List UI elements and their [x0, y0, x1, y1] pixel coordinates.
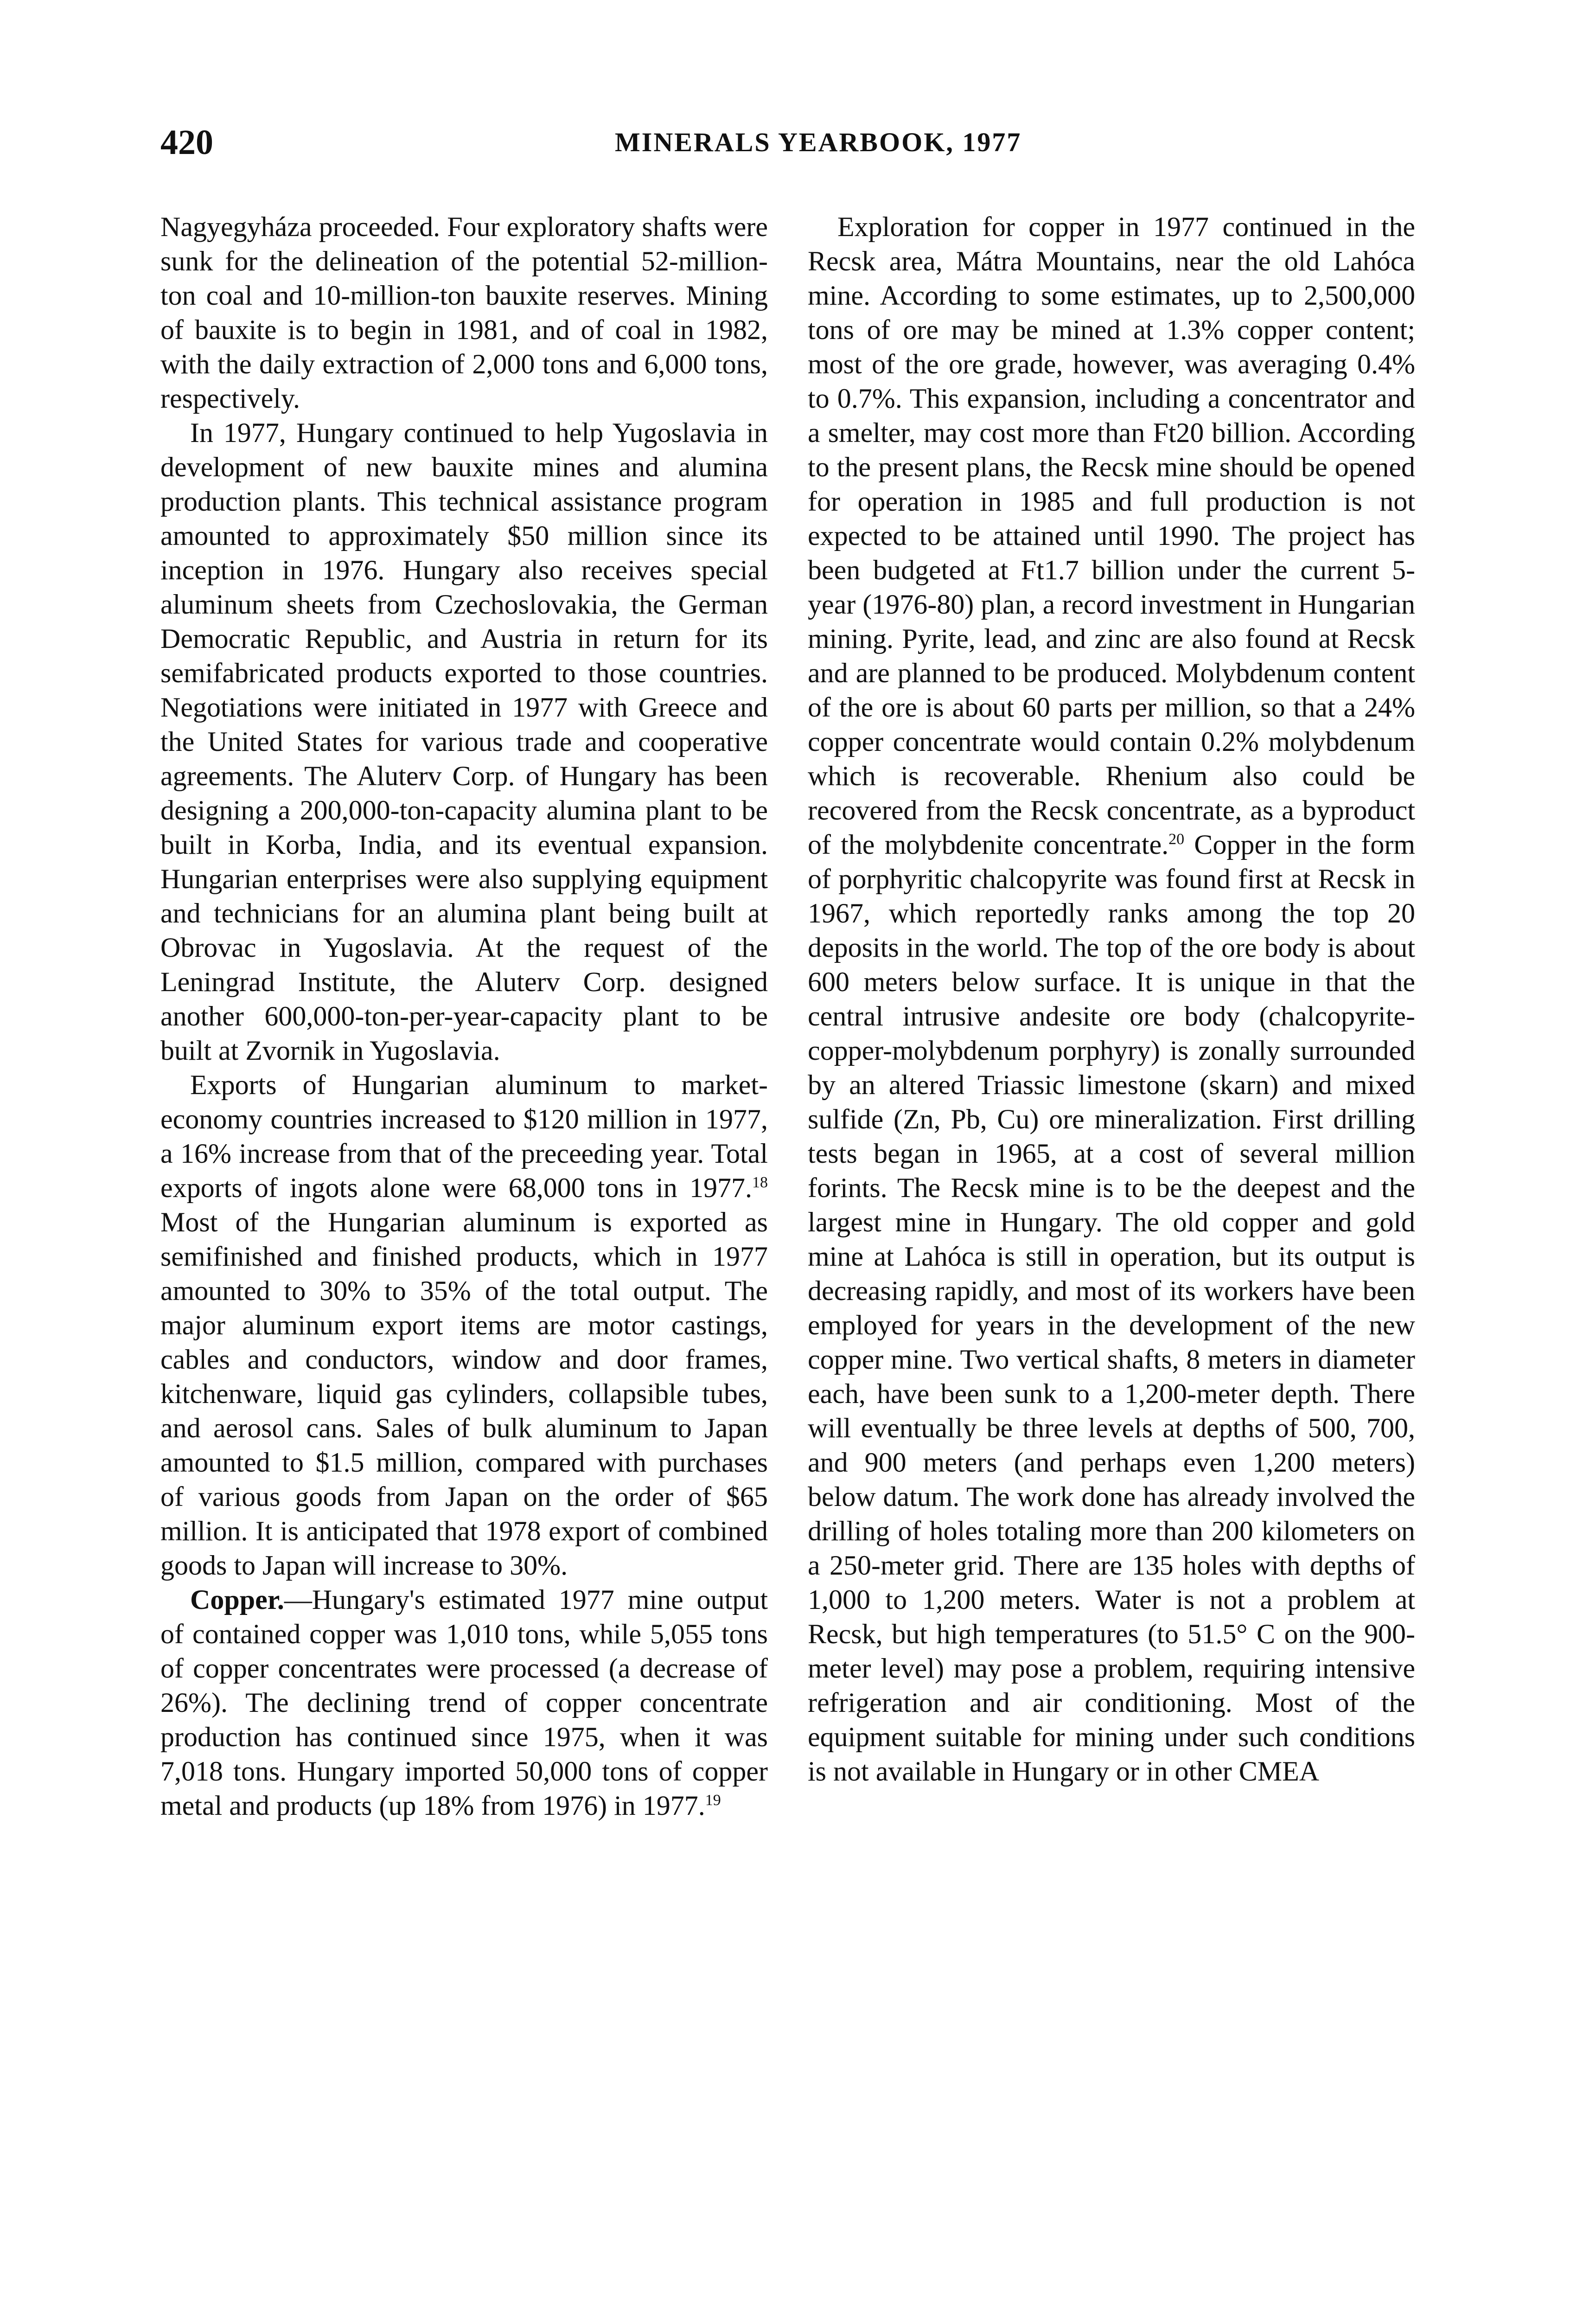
paragraph — [160, 1582, 768, 1823]
paragraph-text: Nagyegyháza proceeded. Four exploratory shafts were sunk for the delineation of the potential 52-million-ton coal and 10-million-ton bauxite reserves. Mining of bauxite is to begin in 1981, and of coal in 1982, with the daily extraction of 2,000 tons and 6,000 tons, respectively. — [160, 211, 768, 414]
right-column — [808, 210, 1415, 1788]
paragraph-text: Exports of Hungarian aluminum to market-economy countries increased to $120 million in 1977, a 16% increase from that of the preceeding year. Total exports of ingots alone were 68,000 tons in 1977. — [160, 1070, 768, 1203]
paragraph-text: Copper in the form of porphyritic chalcopyrite was found first at Recsk in 1967, which reportedly ranks among the top 20 deposits in the world. The top of the ore body is about 600 meters below surface. It is unique in that the central intrusive andesite ore body (chalcopyrite-copper-molybdenum porphyry) is zonally surrounded by an altered Triassic limestone (skarn) and mixed sulfide (Zn, Pb, Cu) ore mineralization. First drilling tests began in 1965, at a cost of several million forints. The Recsk mine is to be the deepest and the largest mine in Hungary. The old copper and gold mine at Lahóca is still in operation, but its output is decreasing rapidly, and most of its workers have been employed for years in the development of the new copper mine. Two vertical shafts, 8 meters in diameter each, have been sunk to a 1,200-meter depth. There will eventually be three levels at depths of 500, 700, and 900 meters (and perhaps even 1,200 meters) below datum. The work done has already involved the drilling of holes totaling more than 200 kilometers on a 250-meter grid. There are 135 holes with depths of 1,000 to 1,200 meters. Water is not a problem at Recsk, but high temperatures (to 51.5° C on the 900-meter level) may pose a problem, requiring intensive refrigeration and air conditioning. Most of the equipment suitable for mining under such conditions is not available in Hungary or in other CMEA — [808, 829, 1415, 1787]
paragraph-text: Exploration for copper in 1977 continued in the Recsk area, Mátra Mountains, near the old Lahóca mine. According to some estimates, up to 2,500,000 tons of ore may be mined at 1.3% copper content; most of the ore grade, however, was averaging 0.4% to 0.7%. This expansion, including a concentrator and a smelter, may cost more than Ft20 billion. According to the present plans, the Recsk mine should be opened for operation in 1985 and full production is not expected to be attained until 1990. The project has been budgeted at Ft1.7 billion under the current 5-year (1976-80) plan, a record investment in Hungarian mining. Pyrite, lead, and zinc are also found at Recsk and are planned to be produced. Molybdenum content of the ore is about 60 parts per million, so that a 24% copper concentrate would contain 0.2% molybdenum which is recoverable. Rhenium also could be recovered from the Recsk concentrate, as a byproduct of the molybdenite concentrate. — [808, 211, 1415, 860]
page-header — [160, 122, 1496, 163]
paragraph-text: In 1977, Hungary continued to help Yugoslavia in development of new bauxite mines and alumina production plants. This technical assistance program amounted to approximately $50 million since its inception in 1976. Hungary also receives special aluminum sheets from Czechoslovakia, the German Democratic Republic, and Austria in return for its semifabricated products exported to those countries. Negotiations were initiated in 1977 with Greece and the United States for various trade and cooperative agreements. The Aluterv Corp. of Hungary has been designing a 200,000-ton-capacity alumina plant to be built in Korba, India, and its eventual expansion. Hungarian enterprises were also supplying equipment and technicians for an alumina plant being built at Obrovac in Yugoslavia. At the request of the Leningrad Institute, the Aluterv Corp. designed another 600,000-ton-per-year-capacity plant to be built at Zvornik in Yugoslavia. — [160, 417, 768, 1066]
left-column — [160, 210, 768, 1823]
paragraph-text: Most of the Hungarian aluminum is exported as semifinished and finished products, which in 1977 amounted to 30% to 35% of the total output. The major aluminum export items are motor castings, cables and conductors, window and door frames, kitchenware, liquid gas cylinders, collapsible tubes, and aerosol cans. Sales of bulk aluminum to Japan amounted to $1.5 million, compared with purchases of various goods from Japan on the order of $65 million. It is anticipated that 1978 export of combined goods to Japan will increase to 30%. — [160, 1207, 768, 1581]
footnote-marker: 20 — [1168, 831, 1185, 848]
footnote-marker: 19 — [705, 1792, 721, 1809]
page-number: 420 — [160, 123, 213, 162]
section-heading: Copper. — [190, 1584, 284, 1615]
paragraph — [160, 416, 768, 1068]
footnote-marker: 18 — [752, 1174, 768, 1191]
paragraph — [160, 1068, 768, 1582]
paragraph-text: —Hungary's estimated 1977 mine output of contained copper was 1,010 tons, while 5,055 tons of copper concentrates were processed (a decrease of 26%). The declining trend of copper concentrate production has continued since 1975, when it was 7,018 tons. Hungary imported 50,000 tons of copper metal and products (up 18% from 1976) in 1977. — [160, 1584, 768, 1821]
paragraph — [808, 210, 1415, 1788]
paragraph — [160, 210, 768, 416]
running-title: MINERALS YEARBOOK, 1977 — [615, 127, 1022, 157]
